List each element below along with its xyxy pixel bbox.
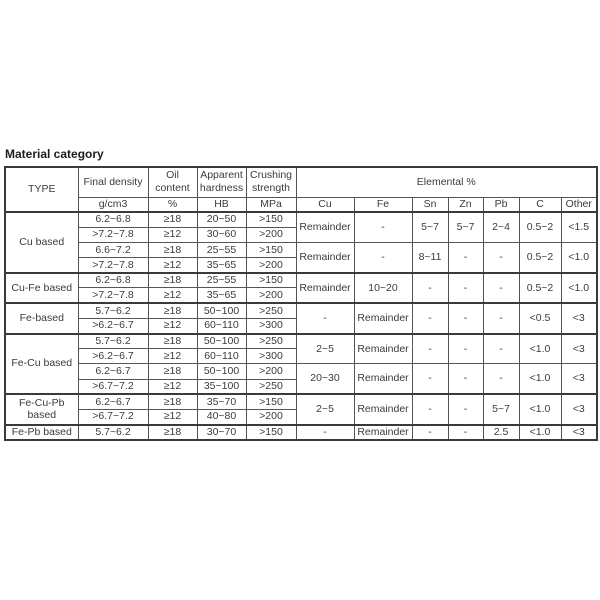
- element-fe: Fe: [354, 197, 412, 212]
- value-cell: >6.7~7.2: [78, 409, 148, 424]
- value-cell: >6.7~7.2: [78, 379, 148, 394]
- value-cell: ≥12: [148, 349, 197, 364]
- table-header: [5, 167, 597, 212]
- value-cell: >200: [246, 258, 296, 273]
- value-cell: >6.2~6.7: [78, 349, 148, 364]
- value-cell: >200: [246, 364, 296, 379]
- table-row: [5, 242, 597, 257]
- value-cell: 5~7: [412, 212, 448, 242]
- value-cell: 2~4: [483, 212, 519, 242]
- value-cell: -: [412, 425, 448, 440]
- col-header-elemental-percent: Elemental %: [296, 167, 597, 197]
- value-cell: ≥18: [148, 212, 197, 227]
- page-title: Material category: [5, 147, 104, 161]
- type-cell: Cu-Fe based: [5, 273, 78, 303]
- value-cell: >250: [246, 334, 296, 349]
- value-cell: ≥18: [148, 303, 197, 318]
- value-cell: 35~100: [197, 379, 246, 394]
- value-cell: -: [448, 303, 483, 333]
- value-cell: >150: [246, 242, 296, 257]
- value-cell: 0.5~2: [519, 242, 561, 272]
- value-cell: <1.0: [561, 242, 597, 272]
- value-cell: ≥12: [148, 379, 197, 394]
- value-cell: -: [448, 364, 483, 394]
- value-cell: 50~100: [197, 364, 246, 379]
- value-cell: ≥12: [148, 318, 197, 333]
- value-cell: >150: [246, 394, 296, 409]
- value-cell: 5.7~6.2: [78, 334, 148, 349]
- value-cell: 25~55: [197, 242, 246, 257]
- value-cell: ≥12: [148, 227, 197, 242]
- type-cell: Fe-Pb based: [5, 425, 78, 440]
- unit-strength: MPa: [246, 197, 296, 212]
- value-cell: 50~100: [197, 303, 246, 318]
- table-body: [5, 212, 597, 440]
- value-cell: -: [296, 303, 354, 333]
- value-cell: ≥18: [148, 394, 197, 409]
- value-cell: 20~30: [296, 364, 354, 394]
- value-cell: <3: [561, 364, 597, 394]
- col-header-oil-content: Oil content: [148, 167, 197, 197]
- value-cell: 5~7: [448, 212, 483, 242]
- value-cell: <1.0: [561, 273, 597, 303]
- value-cell: 30~70: [197, 425, 246, 440]
- value-cell: -: [483, 242, 519, 272]
- value-cell: >7.2~7.8: [78, 288, 148, 303]
- value-cell: -: [448, 394, 483, 424]
- value-cell: >200: [246, 288, 296, 303]
- value-cell: -: [412, 303, 448, 333]
- value-cell: -: [448, 425, 483, 440]
- element-zn: Zn: [448, 197, 483, 212]
- value-cell: -: [412, 273, 448, 303]
- value-cell: -: [448, 242, 483, 272]
- value-cell: 60~110: [197, 318, 246, 333]
- value-cell: ≥18: [148, 334, 197, 349]
- type-cell: Fe-based: [5, 303, 78, 333]
- value-cell: ≥12: [148, 288, 197, 303]
- value-cell: 5.7~6.2: [78, 303, 148, 318]
- value-cell: Remainder: [354, 303, 412, 333]
- unit-density: g/cm3: [78, 197, 148, 212]
- value-cell: ≥18: [148, 242, 197, 257]
- value-cell: ≥12: [148, 258, 197, 273]
- value-cell: -: [354, 212, 412, 242]
- header-row2: [5, 197, 597, 212]
- value-cell: 8~11: [412, 242, 448, 272]
- unit-oil-content: %: [148, 197, 197, 212]
- value-cell: Remainder: [296, 212, 354, 242]
- table-row: [5, 425, 597, 440]
- value-cell: >150: [246, 273, 296, 288]
- value-cell: Remainder: [296, 242, 354, 272]
- value-cell: ≥18: [148, 364, 197, 379]
- value-cell: -: [412, 364, 448, 394]
- value-cell: <3: [561, 425, 597, 440]
- value-cell: <3: [561, 394, 597, 424]
- table-row: [5, 394, 597, 409]
- value-cell: Remainder: [354, 394, 412, 424]
- value-cell: 2~5: [296, 394, 354, 424]
- value-cell: <0.5: [519, 303, 561, 333]
- value-cell: >300: [246, 318, 296, 333]
- value-cell: 30~60: [197, 227, 246, 242]
- value-cell: Remainder: [354, 425, 412, 440]
- value-cell: 0.5~2: [519, 273, 561, 303]
- value-cell: 50~100: [197, 334, 246, 349]
- value-cell: ≥12: [148, 409, 197, 424]
- value-cell: -: [296, 425, 354, 440]
- value-cell: 2.5: [483, 425, 519, 440]
- value-cell: -: [448, 273, 483, 303]
- value-cell: 35~65: [197, 288, 246, 303]
- value-cell: >7.2~7.8: [78, 227, 148, 242]
- value-cell: -: [483, 364, 519, 394]
- table-row: [5, 364, 597, 379]
- table-row: [5, 334, 597, 349]
- value-cell: 60~110: [197, 349, 246, 364]
- value-cell: <1.5: [561, 212, 597, 242]
- value-cell: 6.2~6.8: [78, 212, 148, 227]
- element-sn: Sn: [412, 197, 448, 212]
- value-cell: <1.0: [519, 394, 561, 424]
- element-c: C: [519, 197, 561, 212]
- value-cell: -: [412, 394, 448, 424]
- value-cell: Remainder: [296, 273, 354, 303]
- value-cell: >200: [246, 409, 296, 424]
- value-cell: Remainder: [354, 334, 412, 364]
- type-cell: Cu based: [5, 212, 78, 273]
- value-cell: <1.0: [519, 425, 561, 440]
- value-cell: -: [354, 242, 412, 272]
- value-cell: 6.2~6.7: [78, 364, 148, 379]
- value-cell: Remainder: [354, 364, 412, 394]
- unit-hardness: HB: [197, 197, 246, 212]
- value-cell: 0.5~2: [519, 212, 561, 242]
- type-cell: Fe-Cu based: [5, 334, 78, 395]
- col-header-final-density: Final density: [78, 167, 148, 197]
- col-header-crushing-strength: Crushing strength: [246, 167, 296, 197]
- value-cell: <1.0: [519, 334, 561, 364]
- value-cell: 35~70: [197, 394, 246, 409]
- value-cell: 6.2~6.8: [78, 273, 148, 288]
- element-other: Other: [561, 197, 597, 212]
- element-cu: Cu: [296, 197, 354, 212]
- value-cell: 6.6~7.2: [78, 242, 148, 257]
- value-cell: 25~55: [197, 273, 246, 288]
- value-cell: 2~5: [296, 334, 354, 364]
- table-row: [5, 273, 597, 288]
- col-header-type: TYPE: [5, 167, 78, 212]
- value-cell: >250: [246, 303, 296, 318]
- value-cell: <1.0: [519, 364, 561, 394]
- value-cell: ≥18: [148, 425, 197, 440]
- col-header-apparent-hardness: Apparent hardness: [197, 167, 246, 197]
- value-cell: -: [483, 273, 519, 303]
- value-cell: 5.7~6.2: [78, 425, 148, 440]
- material-category-table: [4, 166, 598, 441]
- value-cell: <3: [561, 334, 597, 364]
- value-cell: 6.2~6.7: [78, 394, 148, 409]
- value-cell: 10~20: [354, 273, 412, 303]
- type-cell: Fe-Cu-Pb based: [5, 394, 78, 424]
- element-pb: Pb: [483, 197, 519, 212]
- value-cell: 35~65: [197, 258, 246, 273]
- value-cell: ≥18: [148, 273, 197, 288]
- header-row1: [5, 167, 597, 197]
- value-cell: -: [483, 303, 519, 333]
- value-cell: >7.2~7.8: [78, 258, 148, 273]
- value-cell: -: [483, 334, 519, 364]
- value-cell: >150: [246, 212, 296, 227]
- value-cell: >6.2~6.7: [78, 318, 148, 333]
- table-row: [5, 212, 597, 227]
- table-row: [5, 303, 597, 318]
- value-cell: 20~50: [197, 212, 246, 227]
- value-cell: -: [448, 334, 483, 364]
- value-cell: >250: [246, 379, 296, 394]
- value-cell: >300: [246, 349, 296, 364]
- value-cell: >150: [246, 425, 296, 440]
- value-cell: >200: [246, 227, 296, 242]
- value-cell: <3: [561, 303, 597, 333]
- value-cell: 5~7: [483, 394, 519, 424]
- value-cell: 40~80: [197, 409, 246, 424]
- value-cell: -: [412, 334, 448, 364]
